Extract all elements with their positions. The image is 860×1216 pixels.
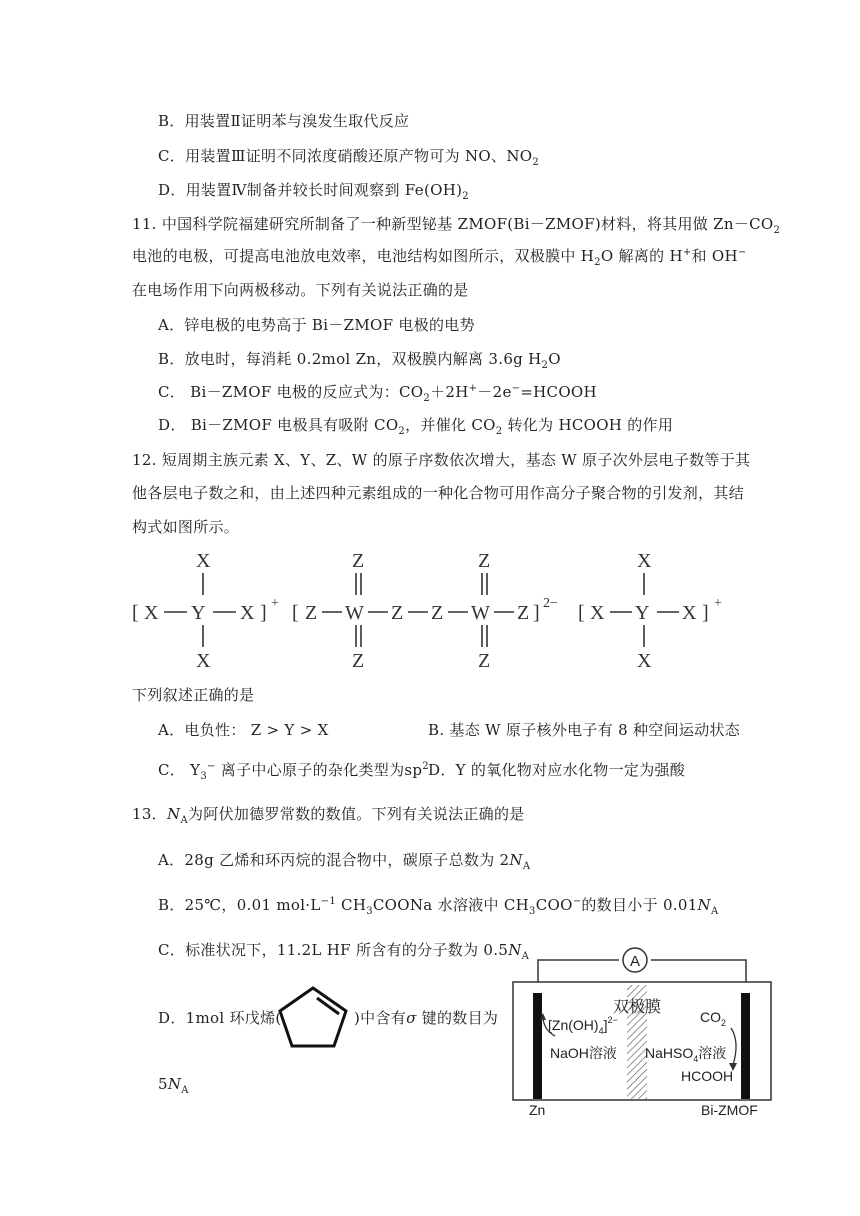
struct-atom-w: W — [345, 602, 364, 624]
q12-stem-line1: 12. 短周期主族元素 X、Y、Z、W 的原子序数依次增大，基态 W 原子次外层电子数等于其 — [132, 451, 751, 469]
q10-option-d: D．用装置Ⅳ制备并较长时间观察到 $Fe(OH)_2$ — [158, 181, 469, 202]
q12-option-c: C． $Y_3^-$ 离子中心原子的杂化类型为$sp^2$ — [158, 761, 429, 782]
struct-atom-z: Z — [352, 650, 365, 672]
q11-option-c: C． Bi－ZMOF 电极的反应式为：$CO_2+2H^+-2e^-=HCOOH$ — [158, 383, 597, 404]
struct-atom-x: X — [196, 550, 211, 572]
q13-option-b: B．25℃，0.01 $mol\cdot L^{-1}$ $CH_3COONa$ 水溶液中 $CH_3COO^-$的数目小于 $0.01N_A$ — [158, 896, 719, 917]
struct-atom-z: Z — [517, 602, 530, 624]
struct-bracket: [ — [292, 602, 299, 624]
q12-prompt: 下列叙述正确的是 — [132, 686, 255, 704]
q11-option-d: D． Bi－ZMOF 电极具有吸附 $CO_2$，并催化 $CO_2$ 转化为 HCOOH 的作用 — [158, 416, 674, 437]
struct-atom-x: X — [637, 550, 652, 572]
struct-charge: + — [271, 596, 279, 611]
q13-option-d-cont: )中含有σ 键的数目为 — [354, 1009, 499, 1027]
struct-atom-y: Y — [635, 602, 650, 624]
membrane-label: 双极膜 — [613, 999, 662, 1016]
struct-bracket: [ — [578, 602, 585, 624]
struct-atom-x: X — [196, 650, 211, 672]
struct-atom-w: W — [471, 602, 490, 624]
q12-option-b: B. 基态 W 原子核外电子有 8 种空间运动状态 — [428, 721, 741, 739]
q11-stem-line1: 11. 中国科学院福建研究所制备了一种新型铋基 ZMOF(Bi－ZMOF)材料，将其用做 $Zn-CO_2$ — [132, 215, 781, 236]
q13-option-d: D．1mol 环戊烯( — [158, 1009, 282, 1027]
struct-bracket: ] — [533, 602, 540, 624]
struct-charge: + — [714, 596, 722, 611]
q12-stem-line3: 构式如图所示。 — [132, 518, 240, 536]
q13-option-a: A．28g 乙烯和环丙烷的混合物中，碳原子总数为 $2N_A$ — [158, 851, 531, 872]
struct-atom-z: Z — [478, 550, 491, 572]
struct-bracket: ] — [260, 602, 267, 624]
zincate-ion-label: $[Zn(OH)_4]^{2-}$ — [548, 1015, 618, 1036]
q13-option-d-answer: $5N_A$ — [158, 1075, 189, 1096]
q10-option-b: B．用装置Ⅱ证明苯与溴发生取代反应 — [158, 112, 410, 130]
hcooh-label: HCOOH — [681, 1068, 734, 1084]
struct-charge: 2− — [543, 596, 558, 611]
struct-atom-x: X — [682, 602, 697, 624]
struct-atom-z: Z — [478, 650, 491, 672]
struct-atom-x: X — [240, 602, 255, 624]
q12-option-a: A．电负性： Z > Y > X — [158, 721, 329, 739]
q12-stem-line2: 他各层电子数之和，由上述四种元素组成的一种化合物可用作高分子聚合物的引发剂，其结 — [132, 484, 745, 502]
q12-structure-diagram — [132, 543, 732, 673]
struct-atom-x: X — [637, 650, 652, 672]
q10-option-c: C．用装置Ⅲ证明不同浓度硝酸还原产物可为 NO、$NO_2$ — [158, 147, 540, 168]
bi-zmof-electrode-label: Bi-ZMOF — [701, 1102, 758, 1118]
struct-atom-x: X — [144, 602, 159, 624]
q13-stem: 13．$N_A$为阿伏加德罗常数的数值。下列有关说法正确的是 — [132, 805, 525, 826]
nahso4-solution-label: NaHSO$_4$溶液 — [645, 1045, 727, 1064]
zn-electrode — [533, 993, 542, 1099]
cyclopentene-structure — [272, 984, 354, 1050]
battery-cell-diagram — [509, 945, 777, 1120]
struct-atom-x: X — [590, 602, 605, 624]
q12-option-d: D．Y 的氧化物对应水化物一定为强酸 — [428, 761, 686, 779]
q11-stem-line2: 电池的电极，可提高电池放电效率，电池结构如图所示，双极膜中 $H_2O$ 解离的 H+和 OH− — [132, 247, 747, 268]
q13-option-c: C．标准状况下，11.2L HF 所含有的分子数为 $0.5N_A$ — [158, 941, 530, 962]
struct-atom-z: Z — [352, 550, 365, 572]
struct-bracket: [ — [132, 602, 139, 624]
co2-label: $CO_2$ — [700, 1009, 727, 1028]
naoh-solution-label: NaOH溶液 — [550, 1045, 617, 1061]
struct-atom-z: Z — [391, 602, 404, 624]
struct-atom-y: Y — [191, 602, 206, 624]
struct-bracket: ] — [702, 602, 709, 624]
struct-atom-z: Z — [305, 602, 318, 624]
zn-electrode-label: Zn — [529, 1102, 546, 1118]
ammeter-label: A — [630, 953, 641, 970]
struct-atom-z: Z — [431, 602, 444, 624]
q11-option-a: A．锌电极的电势高于 Bi－ZMOF 电极的电势 — [158, 316, 475, 334]
q11-stem-line3: 在电场作用下向两极移动。下列有关说法正确的是 — [132, 281, 469, 299]
bi-zmof-electrode — [741, 993, 750, 1099]
q11-option-b: B．放电时，每消耗 0.2mol Zn，双极膜内解离 3.6g $H_2O$ — [158, 350, 561, 371]
